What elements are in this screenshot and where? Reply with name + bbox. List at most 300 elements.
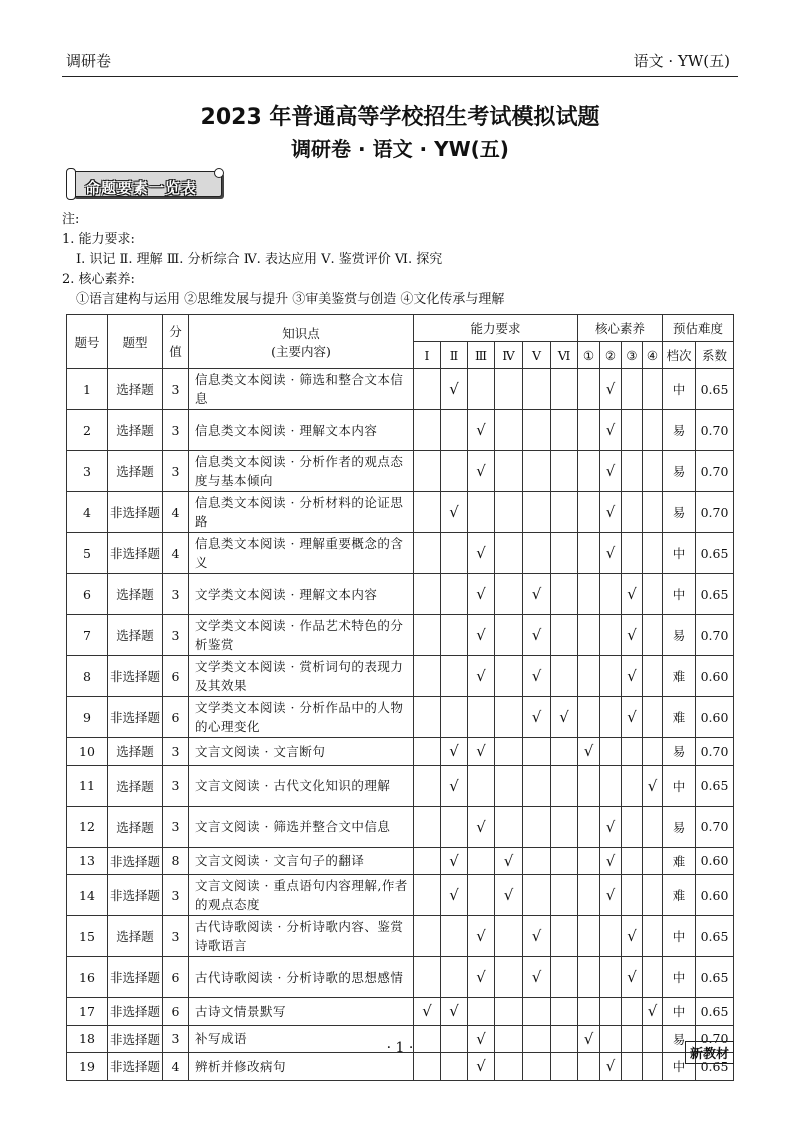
table-row [67,806,734,847]
table-row [67,451,734,492]
cell-literacy [622,1053,643,1081]
cell-knowledge: 信息类文本阅读 · 理解文本内容 [189,410,414,451]
cell-score: 3 [163,369,189,410]
cell-literacy [600,765,622,806]
header-rule [62,76,738,77]
cell-ability [523,806,551,847]
cell-knowledge: 文学类文本阅读 · 理解文本内容 [189,574,414,615]
cell-score: 6 [163,697,189,738]
table-body [67,369,734,1081]
cell-level: 中 [663,369,696,410]
new-textbook-badge: 新教材 [685,1041,734,1064]
cell-no: 6 [67,574,108,615]
cell-coef: 0.65 [696,957,734,998]
cell-level: 中 [663,765,696,806]
cell-literacy: √ [600,451,622,492]
cell-ability [441,957,468,998]
cell-ability [495,916,523,957]
cell-ability [468,998,495,1026]
cell-ability [441,574,468,615]
cell-literacy [578,916,600,957]
cell-type: 选择题 [108,738,163,766]
cell-level: 中 [663,574,696,615]
cell-no: 7 [67,615,108,656]
cell-level: 易 [663,410,696,451]
cell-knowledge: 文言文阅读 · 文言断句 [189,738,414,766]
cell-ability: √ [523,574,551,615]
cell-ability: √ [523,697,551,738]
cell-no: 11 [67,765,108,806]
header-literacy: 核心素养 [578,315,663,342]
cell-ability [495,1053,523,1081]
cell-level: 中 [663,957,696,998]
cell-ability [414,533,441,574]
cell-literacy: √ [600,492,622,533]
cell-ability [551,957,578,998]
notes-literacy-detail: ①语言建构与运用 ②思维发展与提升 ③审美鉴赏与创造 ④文化传承与理解 [76,292,505,307]
cell-ability [414,369,441,410]
cell-literacy [578,615,600,656]
cell-ability [551,738,578,766]
table-row [67,765,734,806]
cell-ability [441,1053,468,1081]
cell-ability [414,697,441,738]
cell-literacy: √ [600,369,622,410]
cell-ability [441,410,468,451]
cell-literacy: √ [622,697,643,738]
cell-coef: 0.60 [696,656,734,697]
cell-score: 3 [163,916,189,957]
header-difficulty-level: 档次 [663,342,696,369]
cell-knowledge: 信息类文本阅读 · 分析材料的论证思路 [189,492,414,533]
cell-ability: √ [441,369,468,410]
cell-score: 6 [163,998,189,1026]
cell-ability [495,410,523,451]
cell-ability [441,615,468,656]
cell-knowledge: 文学类文本阅读 · 分析作品中的人物的心理变化 [189,697,414,738]
cell-level: 易 [663,738,696,766]
cell-level: 中 [663,1053,696,1081]
cell-no: 13 [67,847,108,875]
cell-ability: √ [551,697,578,738]
section-banner [66,168,224,198]
cell-type: 非选择题 [108,492,163,533]
header-left-label: 调研卷 [66,52,112,70]
table-row [67,492,734,533]
header-type: 题型 [108,315,163,369]
cell-ability [551,1053,578,1081]
cell-ability [523,410,551,451]
cell-ability [468,697,495,738]
cell-no: 15 [67,916,108,957]
table-row [67,1053,734,1081]
cell-ability [551,451,578,492]
cell-literacy [643,957,663,998]
cell-literacy [578,875,600,916]
cell-literacy [600,957,622,998]
header-ability-col: Ⅳ [495,342,523,369]
notes-ability-detail: Ⅰ. 识记 Ⅱ. 理解 Ⅲ. 分析综合 Ⅳ. 表达应用 Ⅴ. 鉴赏评价 Ⅵ. 探究 [76,252,443,267]
cell-literacy [600,738,622,766]
cell-literacy [622,806,643,847]
cell-ability [468,492,495,533]
cell-literacy [622,369,643,410]
cell-ability [468,369,495,410]
table-row [67,957,734,998]
cell-literacy: √ [578,738,600,766]
cell-level: 易 [663,1025,696,1053]
table-row [67,410,734,451]
cell-ability [414,574,441,615]
cell-ability [551,875,578,916]
cell-literacy: √ [622,574,643,615]
cell-ability [495,533,523,574]
cell-score: 3 [163,451,189,492]
cell-score: 3 [163,410,189,451]
cell-literacy [643,451,663,492]
cell-ability [551,574,578,615]
cell-literacy [578,1053,600,1081]
banner-label: 命题要素一览表 [85,179,198,197]
cell-score: 6 [163,656,189,697]
cell-coef: 0.60 [696,697,734,738]
cell-level: 中 [663,998,696,1026]
cell-no: 4 [67,492,108,533]
cell-literacy [622,847,643,875]
cell-type: 选择题 [108,806,163,847]
cell-ability: √ [468,738,495,766]
page-title: 2023 年普通高等学校招生考试模拟试题 [200,105,600,130]
table-row [67,574,734,615]
cell-literacy [600,916,622,957]
cell-ability: √ [523,916,551,957]
cell-ability [414,765,441,806]
cell-type: 非选择题 [108,847,163,875]
cell-level: 易 [663,615,696,656]
cell-coef: 0.70 [696,615,734,656]
header-ability-col: Ⅱ [441,342,468,369]
cell-literacy [622,998,643,1026]
cell-knowledge: 文言文阅读 · 重点语句内容理解,作者的观点态度 [189,875,414,916]
cell-ability [551,492,578,533]
cell-ability [414,916,441,957]
cell-knowledge: 古代诗歌阅读 · 分析诗歌的思想感情 [189,957,414,998]
cell-level: 中 [663,916,696,957]
cell-ability: √ [468,957,495,998]
cell-score: 3 [163,875,189,916]
cell-type: 选择题 [108,451,163,492]
cell-type: 非选择题 [108,875,163,916]
cell-ability [551,998,578,1026]
cell-ability [551,533,578,574]
cell-literacy [600,998,622,1026]
cell-coef: 0.65 [696,916,734,957]
banner-box [72,171,222,197]
cell-ability [495,492,523,533]
cell-ability [414,656,441,697]
cell-ability: √ [468,916,495,957]
cell-literacy [600,574,622,615]
header-ability-col: Ⅴ [523,342,551,369]
header-ability: 能力要求 [414,315,578,342]
cell-ability [523,369,551,410]
exam-element-table [66,314,734,1081]
cell-ability [414,806,441,847]
cell-ability: √ [495,847,523,875]
cell-knowledge: 文言文阅读 · 筛选并整合文中信息 [189,806,414,847]
cell-type: 选择题 [108,574,163,615]
cell-knowledge: 古诗文情景默写 [189,998,414,1026]
cell-knowledge: 补写成语 [189,1025,414,1053]
cell-ability [441,533,468,574]
cell-ability: √ [441,875,468,916]
cell-no: 8 [67,656,108,697]
cell-ability [495,806,523,847]
table-row [67,533,734,574]
cell-ability [523,1053,551,1081]
cell-score: 3 [163,738,189,766]
cell-ability [523,998,551,1026]
cell-no: 1 [67,369,108,410]
cell-ability [414,1053,441,1081]
header-no: 题号 [67,315,108,369]
cell-score: 3 [163,806,189,847]
cell-level: 难 [663,847,696,875]
cell-ability [468,765,495,806]
cell-literacy [643,806,663,847]
scroll-left-ornament [66,168,76,200]
cell-ability [441,697,468,738]
cell-literacy: √ [600,1053,622,1081]
cell-literacy [622,875,643,916]
notes-label: 注: [62,212,80,227]
cell-literacy [643,697,663,738]
cell-ability: √ [441,492,468,533]
cell-ability [495,957,523,998]
cell-ability [495,615,523,656]
cell-ability [551,847,578,875]
cell-ability [468,847,495,875]
cell-knowledge: 文学类文本阅读 · 赏析词句的表现力及其效果 [189,656,414,697]
cell-score: 4 [163,533,189,574]
cell-literacy: √ [622,957,643,998]
cell-literacy [643,875,663,916]
cell-ability [495,369,523,410]
cell-no: 19 [67,1053,108,1081]
cell-literacy: √ [622,916,643,957]
cell-literacy: √ [600,847,622,875]
cell-level: 易 [663,806,696,847]
cell-literacy [578,765,600,806]
header-literacy-col: ④ [643,342,663,369]
cell-score: 3 [163,574,189,615]
cell-literacy [622,492,643,533]
cell-literacy [578,957,600,998]
table-header [67,315,734,369]
cell-literacy [643,410,663,451]
table-row [67,916,734,957]
cell-literacy [622,533,643,574]
cell-type: 非选择题 [108,656,163,697]
cell-literacy [578,574,600,615]
cell-literacy [622,765,643,806]
header-difficulty: 预估难度 [663,315,734,342]
cell-ability [523,451,551,492]
cell-ability: √ [523,656,551,697]
cell-ability [495,451,523,492]
cell-ability [414,410,441,451]
cell-literacy [643,1053,663,1081]
cell-literacy [643,492,663,533]
cell-ability [414,492,441,533]
cell-ability [414,615,441,656]
cell-literacy: √ [600,533,622,574]
cell-level: 难 [663,697,696,738]
table-row [67,369,734,410]
cell-coef: 0.65 [696,1053,734,1081]
header-literacy-col: ① [578,342,600,369]
cell-score: 4 [163,1053,189,1081]
scroll-right-ornament [214,168,224,178]
cell-ability: √ [468,1025,495,1053]
cell-ability: √ [468,574,495,615]
cell-ability [441,916,468,957]
cell-knowledge: 文学类文本阅读 · 作品艺术特色的分析鉴赏 [189,615,414,656]
cell-type: 选择题 [108,765,163,806]
header-score: 分值 [163,315,189,369]
cell-ability [414,957,441,998]
notes-item-ability: 1. 能力要求: [62,232,135,247]
header-literacy-col: ② [600,342,622,369]
cell-literacy [578,410,600,451]
cell-score: 3 [163,615,189,656]
cell-no: 9 [67,697,108,738]
header-difficulty-coef: 系数 [696,342,734,369]
cell-coef: 0.70 [696,451,734,492]
cell-no: 14 [67,875,108,916]
cell-ability: √ [468,806,495,847]
cell-ability [495,697,523,738]
header-ability-col: Ⅵ [551,342,578,369]
cell-literacy [643,533,663,574]
cell-no: 16 [67,957,108,998]
cell-literacy: √ [600,875,622,916]
cell-ability [523,533,551,574]
cell-literacy [643,615,663,656]
cell-literacy [643,738,663,766]
cell-literacy: √ [600,410,622,451]
cell-ability: √ [468,1053,495,1081]
cell-ability [523,738,551,766]
cell-coef: 0.65 [696,765,734,806]
cell-knowledge: 信息类文本阅读 · 理解重要概念的含义 [189,533,414,574]
cell-knowledge: 信息类文本阅读 · 分析作者的观点态度与基本倾向 [189,451,414,492]
cell-ability [414,451,441,492]
cell-ability [414,875,441,916]
header-ability-col: Ⅰ [414,342,441,369]
cell-knowledge: 文言文阅读 · 文言句子的翻译 [189,847,414,875]
cell-no: 2 [67,410,108,451]
page-number: · 1 · [386,1040,414,1056]
cell-ability [441,451,468,492]
notes-item-literacy: 2. 核心素养: [62,272,135,287]
cell-ability [523,847,551,875]
cell-type: 选择题 [108,615,163,656]
cell-coef: 0.70 [696,806,734,847]
cell-ability [551,656,578,697]
cell-ability [523,492,551,533]
cell-ability [551,369,578,410]
cell-coef: 0.70 [696,738,734,766]
page-subtitle: 调研卷 · 语文 · YW(五) [291,137,509,161]
cell-knowledge: 古代诗歌阅读 · 分析诗歌内容、鉴赏诗歌语言 [189,916,414,957]
cell-ability: √ [468,656,495,697]
cell-ability: √ [441,847,468,875]
cell-coef: 0.65 [696,369,734,410]
cell-literacy: √ [600,806,622,847]
cell-literacy [622,410,643,451]
cell-level: 中 [663,533,696,574]
cell-level: 难 [663,656,696,697]
cell-ability [495,574,523,615]
cell-literacy: √ [578,1025,600,1053]
cell-literacy [600,656,622,697]
cell-literacy [578,492,600,533]
cell-literacy: √ [622,656,643,697]
cell-literacy [643,847,663,875]
cell-coef: 0.70 [696,1025,734,1053]
table-row [67,998,734,1026]
cell-level: 易 [663,451,696,492]
cell-no: 5 [67,533,108,574]
table-row [67,738,734,766]
cell-ability [551,916,578,957]
cell-literacy [578,806,600,847]
cell-literacy: √ [622,615,643,656]
cell-type: 非选择题 [108,1025,163,1053]
cell-type: 选择题 [108,916,163,957]
cell-ability: √ [523,615,551,656]
cell-ability [441,656,468,697]
cell-literacy: √ [643,998,663,1026]
cell-level: 难 [663,875,696,916]
cell-ability [495,656,523,697]
cell-score: 6 [163,957,189,998]
table-row [67,656,734,697]
cell-ability [414,847,441,875]
cell-coef: 0.70 [696,410,734,451]
cell-ability [495,738,523,766]
cell-ability [414,738,441,766]
cell-ability: √ [441,738,468,766]
cell-ability [523,765,551,806]
notes-section [62,210,504,310]
cell-score: 3 [163,765,189,806]
cell-knowledge: 辨析并修改病句 [189,1053,414,1081]
cell-literacy [643,369,663,410]
cell-ability: √ [468,615,495,656]
cell-ability: √ [468,451,495,492]
cell-literacy: √ [643,765,663,806]
cell-literacy [578,847,600,875]
cell-literacy [643,574,663,615]
cell-literacy [622,738,643,766]
cell-type: 非选择题 [108,697,163,738]
cell-literacy [600,615,622,656]
cell-ability [551,410,578,451]
header-knowledge-label: 知识点 [282,325,320,341]
header-knowledge-sub: (主要内容) [271,343,331,359]
